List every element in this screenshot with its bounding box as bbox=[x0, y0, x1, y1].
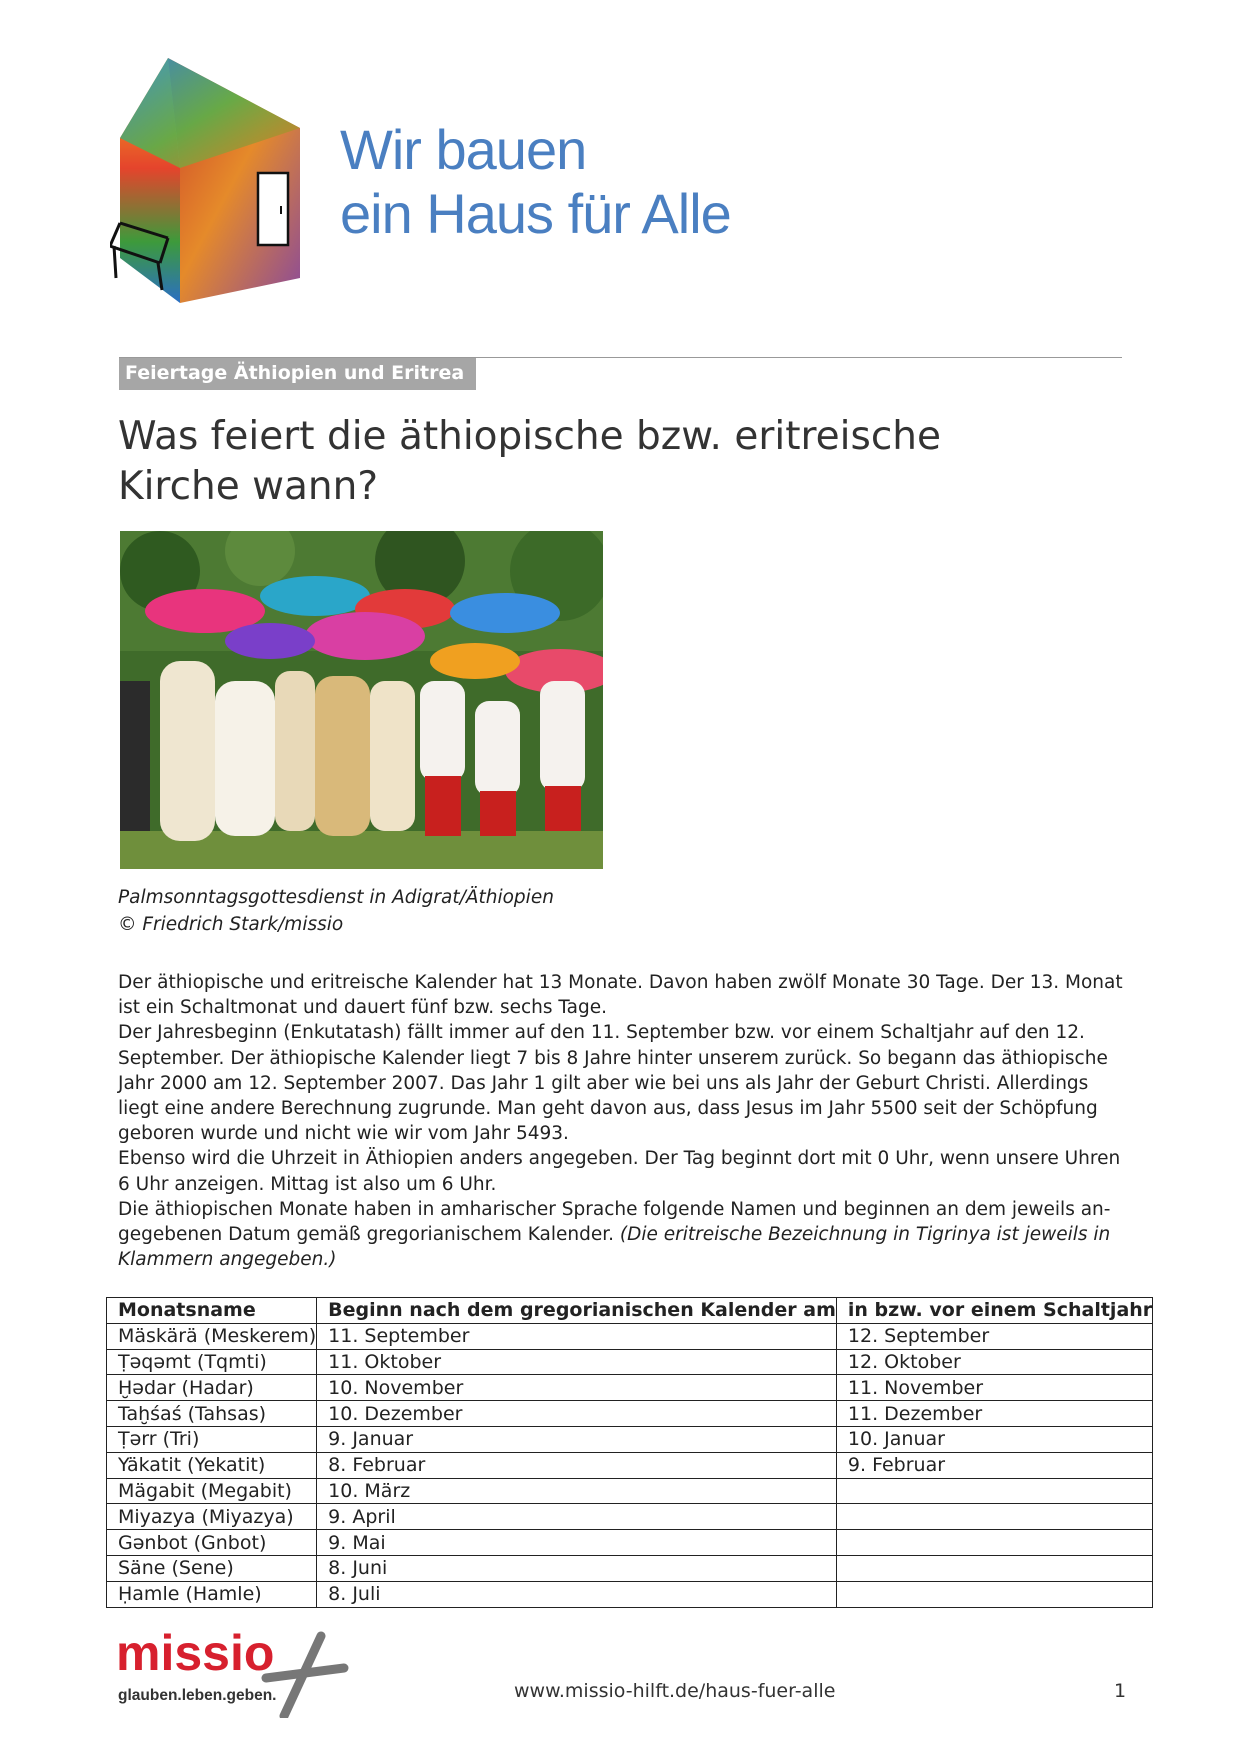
paragraph-3: Ebenso wird die Uhrzeit in Äthiopien anders angegeben. Der Tag beginnt dort mit 0 Uhr, wenn unsere Uhren 6 Uhr anzeigen. Mittag ist also um 6 Uhr. bbox=[118, 1148, 1121, 1195]
table-row bbox=[107, 1452, 1153, 1478]
missio-tagline: glauben.leben.geben. bbox=[118, 1687, 277, 1704]
month-name-cell: Ṭəqəmt (Tqmti) bbox=[107, 1349, 317, 1375]
start-date-cell: 10. November bbox=[317, 1375, 837, 1401]
leap-date-cell: 9. Februar bbox=[836, 1452, 1152, 1478]
start-date-cell: 9. April bbox=[317, 1504, 837, 1530]
paragraph-4-text: Die äthiopischen Monate haben in amharischer Sprache folgende Namen und beginnen an dem jeweils an-gegebenen Datum gemäß gregorianischem Kalender. bbox=[118, 1198, 1111, 1246]
table-row bbox=[107, 1401, 1153, 1427]
table-row bbox=[107, 1349, 1153, 1375]
month-table bbox=[106, 1297, 1153, 1608]
logo-line-1: Wir bauen bbox=[340, 118, 587, 181]
footer-url[interactable]: www.missio-hilft.de/haus-fuer-alle bbox=[514, 1680, 836, 1702]
start-date-cell: 11. September bbox=[317, 1323, 837, 1349]
table-row bbox=[107, 1426, 1153, 1452]
paragraph-4 bbox=[118, 1197, 1128, 1273]
month-name-cell: Yäkatit (Yekatit) bbox=[107, 1452, 317, 1478]
table-row bbox=[107, 1478, 1153, 1504]
month-name-cell: Taḫśaś (Tahsas) bbox=[107, 1401, 317, 1427]
month-name-cell: Ḥamle (Hamle) bbox=[107, 1581, 317, 1607]
column-header: Monatsname bbox=[107, 1298, 317, 1324]
table-row bbox=[107, 1323, 1153, 1349]
month-name-cell: Gənbot (Gnbot) bbox=[107, 1530, 317, 1556]
column-header: in bzw. vor einem Schaltjahr bbox=[836, 1298, 1152, 1324]
title-line-1: Was feiert die äthiopische bzw. eritreische bbox=[118, 414, 941, 459]
caption-line-1: Palmsonntagsgottesdienst in Adigrat/Äthiopien bbox=[118, 887, 554, 908]
leap-date-cell bbox=[836, 1504, 1152, 1530]
month-name-cell: Ḫədar (Hadar) bbox=[107, 1375, 317, 1401]
page-number: 1 bbox=[1114, 1680, 1127, 1702]
leap-date-cell bbox=[836, 1530, 1152, 1556]
leap-date-cell: 11. Dezember bbox=[836, 1401, 1152, 1427]
missio-brand-text: missio bbox=[116, 1625, 275, 1681]
table-row bbox=[107, 1555, 1153, 1581]
month-name-cell: Ṭərr (Tri) bbox=[107, 1426, 317, 1452]
body-text bbox=[118, 970, 1128, 1272]
column-header: Beginn nach dem gregorianischen Kalender am bbox=[317, 1298, 837, 1324]
table-row bbox=[107, 1375, 1153, 1401]
leap-date-cell bbox=[836, 1478, 1152, 1504]
missio-logo-icon bbox=[116, 1624, 356, 1718]
start-date-cell: 10. März bbox=[317, 1478, 837, 1504]
caption-line-2: © Friedrich Stark/missio bbox=[118, 914, 344, 935]
logo-wordmark bbox=[340, 118, 731, 246]
house-logo-icon bbox=[110, 58, 330, 308]
leap-date-cell bbox=[836, 1581, 1152, 1607]
start-date-cell: 8. Juli bbox=[317, 1581, 837, 1607]
logo-line-2: ein Haus für Alle bbox=[340, 182, 731, 245]
start-date-cell: 11. Oktober bbox=[317, 1349, 837, 1375]
start-date-cell: 8. Februar bbox=[317, 1452, 837, 1478]
table-header-row bbox=[107, 1298, 1153, 1324]
start-date-cell: 9. Mai bbox=[317, 1530, 837, 1556]
start-date-cell: 9. Januar bbox=[317, 1426, 837, 1452]
leap-date-cell: 12. September bbox=[836, 1323, 1152, 1349]
leap-date-cell: 12. Oktober bbox=[836, 1349, 1152, 1375]
leap-date-cell: 11. November bbox=[836, 1375, 1152, 1401]
start-date-cell: 10. Dezember bbox=[317, 1401, 837, 1427]
photo-caption bbox=[118, 884, 554, 938]
table-row bbox=[107, 1530, 1153, 1556]
paragraph-4-note: (Die eritreische Bezeichnung in Tigrinya ist jeweils in Klammern angegeben.) bbox=[118, 1224, 1111, 1271]
leap-date-cell bbox=[836, 1555, 1152, 1581]
start-date-cell: 8. Juni bbox=[317, 1555, 837, 1581]
paragraph-1: Der äthiopische und eritreische Kalender hat 13 Monate. Davon haben zwölf Monate 30 Tage. Der 13. Monat ist ein Schaltmonat und dauert fünf bzw. sechs Tage. bbox=[118, 972, 1123, 1019]
table-row bbox=[107, 1581, 1153, 1607]
procession-photo bbox=[120, 531, 603, 869]
title-line-2: Kirche wann? bbox=[118, 464, 379, 509]
month-name-cell: Miyazya (Miyazya) bbox=[107, 1504, 317, 1530]
month-name-cell: Mägabit (Megabit) bbox=[107, 1478, 317, 1504]
month-name-cell: Mäskärä (Meskerem) bbox=[107, 1323, 317, 1349]
leap-date-cell: 10. Januar bbox=[836, 1426, 1152, 1452]
paragraph-2: Der Jahresbeginn (Enkutatash) fällt immer auf den 11. September bzw. vor einem Schaltjahr auf den 12. September. Der äthiopische Kalender liegt 7 bis 8 Jahre hinter unserem zurück. So begann das äthiopische Jahr 2000 am 12. September 2007. Das Jahr 1 gilt aber wie bei uns als Jahr der Geburt Christi. Allerdings liegt eine andere Berechnung zugrunde. Man geht davon aus, dass Jesus im Jahr 5500 seit der Schöpfung geboren wurde und nicht wie wir vom Jahr 5493. bbox=[118, 1022, 1108, 1145]
section-tag: Feiertage Äthiopien und Eritrea bbox=[119, 358, 476, 390]
table-row bbox=[107, 1504, 1153, 1530]
page-title bbox=[118, 412, 1018, 512]
month-name-cell: Säne (Sene) bbox=[107, 1555, 317, 1581]
